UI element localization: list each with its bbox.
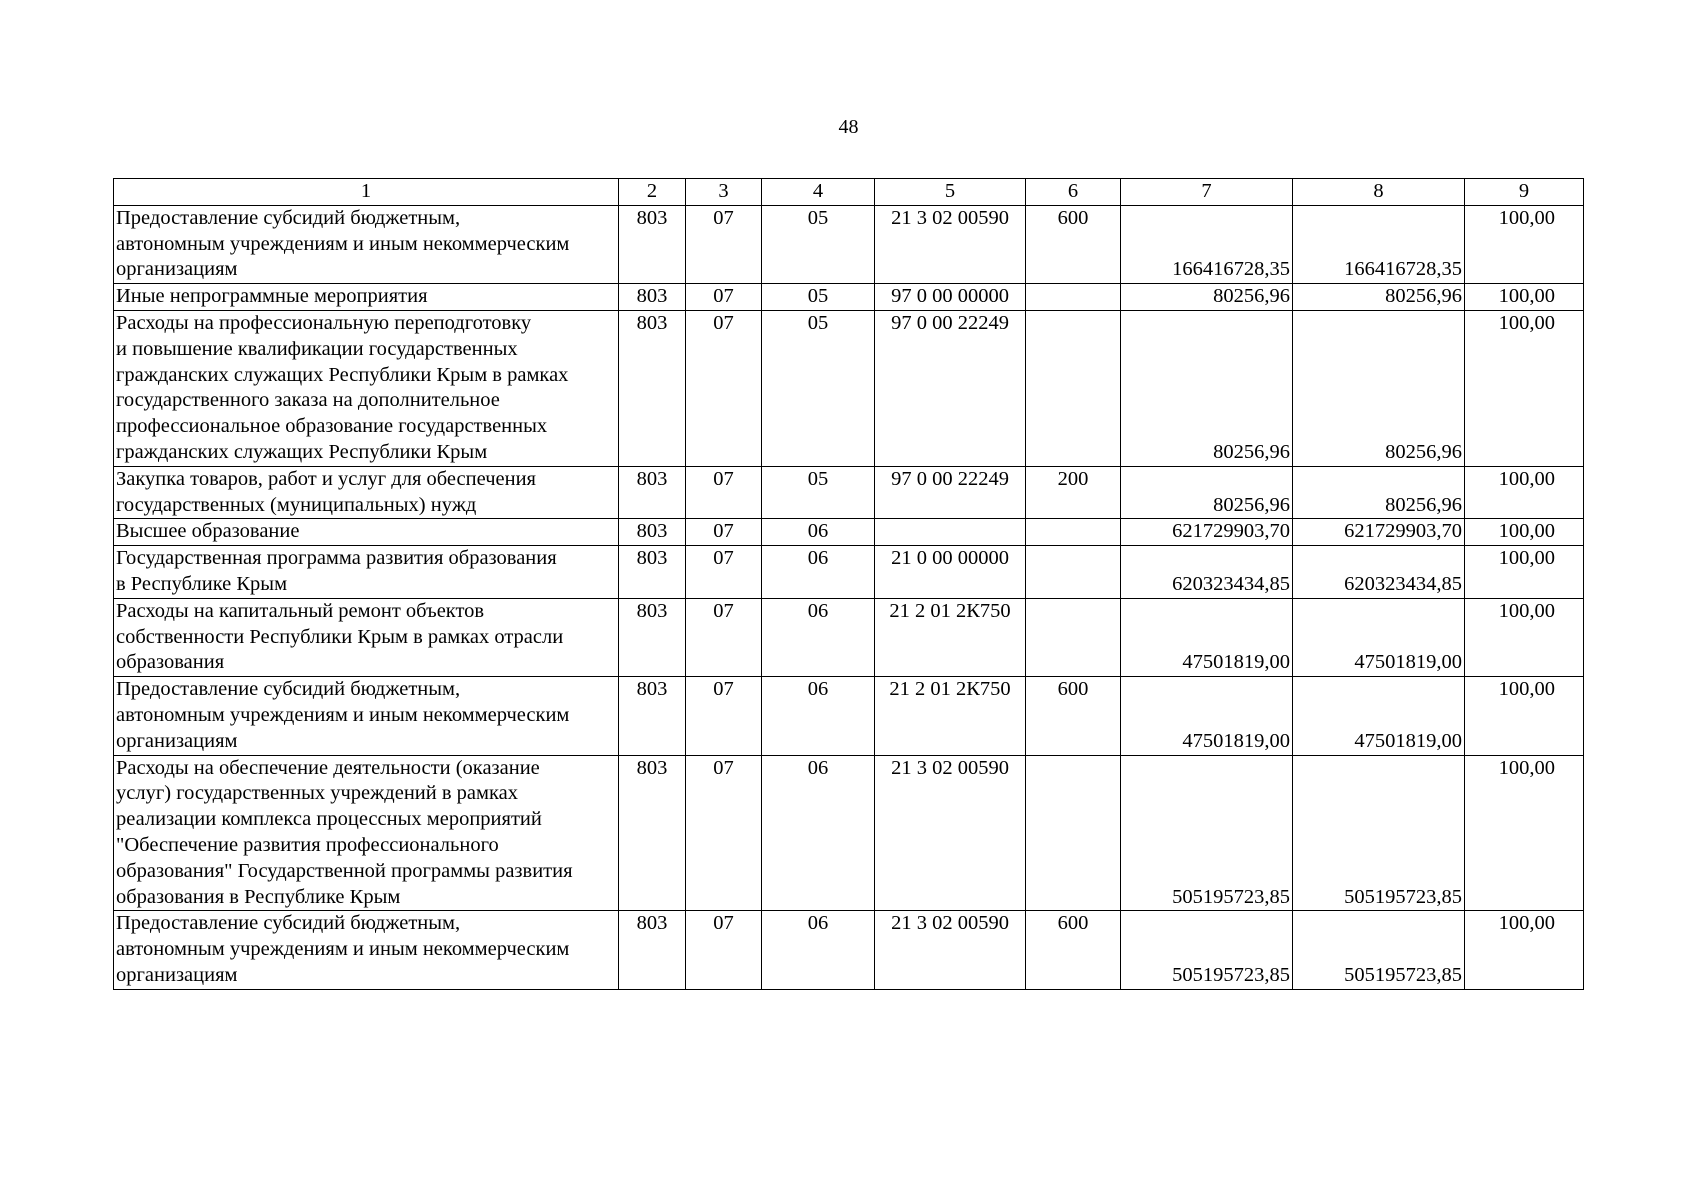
executed-amount-cell: 505195723,85 [1293, 911, 1465, 989]
planned-amount-cell: 47501819,00 [1121, 677, 1293, 755]
row-name-line: образования в Республике Крым [116, 885, 401, 908]
expense-type-cell [1026, 519, 1121, 546]
executed-amount-cell: 620323434,85 [1293, 546, 1465, 599]
row-name-line: Государственная программа развития образования [116, 547, 557, 570]
column-header-6: 6 [1026, 179, 1121, 206]
target-article-cell: 97 0 00 00000 [875, 284, 1026, 311]
row-name-line: собственности Республики Крым в рамках отрасли [116, 625, 564, 648]
target-article-cell: 97 0 00 22249 [875, 466, 1026, 519]
execution-percent-cell: 100,00 [1465, 546, 1584, 599]
target-article-cell: 21 3 02 00590 [875, 205, 1026, 283]
expense-type-cell [1026, 284, 1121, 311]
column-header-8: 8 [1293, 179, 1465, 206]
planned-amount-cell: 621729903,70 [1121, 519, 1293, 546]
section-code-cell: 07 [686, 284, 762, 311]
ministry-code-cell: 803 [619, 310, 686, 466]
section-code-cell: 07 [686, 911, 762, 989]
subsection-code-cell: 05 [762, 205, 875, 283]
table-row [114, 519, 1584, 546]
row-name-cell [114, 205, 619, 283]
expense-type-cell: 200 [1026, 466, 1121, 519]
execution-percent-cell: 100,00 [1465, 284, 1584, 311]
row-name-line: автономным учреждениям и иным некоммерческим [116, 703, 570, 726]
row-name-line: организациям [116, 963, 238, 986]
ministry-code-cell: 803 [619, 205, 686, 283]
row-name-line: организациям [116, 258, 238, 281]
row-name-line: Предоставление субсидий бюджетным, [116, 912, 461, 935]
row-name-line: гражданских служащих Республики Крым в рамках [116, 363, 569, 386]
subsection-code-cell: 06 [762, 598, 875, 676]
executed-amount-cell: 166416728,35 [1293, 205, 1465, 283]
row-name-cell [114, 755, 619, 911]
table-row [114, 598, 1584, 676]
execution-percent-cell: 100,00 [1465, 911, 1584, 989]
execution-percent-cell: 100,00 [1465, 519, 1584, 546]
execution-percent-cell: 100,00 [1465, 598, 1584, 676]
row-name-line: государственных (муниципальных) нужд [116, 493, 477, 516]
row-name-line: "Обеспечение развития профессионального [116, 833, 499, 856]
row-name-line: образования [116, 651, 225, 674]
planned-amount-cell: 80256,96 [1121, 466, 1293, 519]
ministry-code-cell: 803 [619, 284, 686, 311]
row-name-cell [114, 677, 619, 755]
table-row [114, 466, 1584, 519]
execution-percent-cell: 100,00 [1465, 755, 1584, 911]
execution-percent-cell: 100,00 [1465, 310, 1584, 466]
column-header-5: 5 [875, 179, 1026, 206]
execution-percent-cell: 100,00 [1465, 466, 1584, 519]
table-row [114, 755, 1584, 911]
column-header-1: 1 [114, 179, 619, 206]
table-body [114, 179, 1584, 990]
subsection-code-cell: 05 [762, 310, 875, 466]
row-name-line: Расходы на обеспечение деятельности (оказание [116, 756, 540, 779]
section-code-cell: 07 [686, 755, 762, 911]
planned-amount-cell: 80256,96 [1121, 310, 1293, 466]
executed-amount-cell: 80256,96 [1293, 466, 1465, 519]
target-article-cell [875, 519, 1026, 546]
table-row [114, 310, 1584, 466]
executed-amount-cell: 621729903,70 [1293, 519, 1465, 546]
planned-amount-cell: 505195723,85 [1121, 755, 1293, 911]
row-name-line: и повышение квалификации государственных [116, 337, 518, 360]
target-article-cell: 21 0 00 00000 [875, 546, 1026, 599]
row-name-cell [114, 911, 619, 989]
expense-type-cell: 600 [1026, 911, 1121, 989]
row-name-cell [114, 466, 619, 519]
row-name-line: Предоставление субсидий бюджетным, [116, 678, 461, 701]
row-name-cell [114, 310, 619, 466]
ministry-code-cell: 803 [619, 546, 686, 599]
row-name-cell [114, 284, 619, 311]
row-name-line: Расходы на профессиональную переподготовку [116, 311, 532, 334]
section-code-cell: 07 [686, 205, 762, 283]
expense-type-cell: 600 [1026, 677, 1121, 755]
expense-type-cell [1026, 310, 1121, 466]
target-article-cell: 21 3 02 00590 [875, 755, 1026, 911]
executed-amount-cell: 80256,96 [1293, 284, 1465, 311]
row-name-line: автономным учреждениям и иным некоммерческим [116, 232, 570, 255]
row-name-line: гражданских служащих Республики Крым [116, 440, 488, 463]
row-name-line: реализации комплекса процессных мероприятий [116, 808, 542, 831]
row-name-cell [114, 519, 619, 546]
executed-amount-cell: 47501819,00 [1293, 677, 1465, 755]
row-name-line: Иные непрограммные мероприятия [116, 285, 428, 308]
subsection-code-cell: 06 [762, 755, 875, 911]
table-header-row [114, 179, 1584, 206]
row-name-line: Предоставление субсидий бюджетным, [116, 206, 461, 229]
execution-percent-cell: 100,00 [1465, 205, 1584, 283]
section-code-cell: 07 [686, 466, 762, 519]
ministry-code-cell: 803 [619, 755, 686, 911]
expense-type-cell: 600 [1026, 205, 1121, 283]
ministry-code-cell: 803 [619, 911, 686, 989]
target-article-cell: 21 2 01 2К750 [875, 598, 1026, 676]
section-code-cell: 07 [686, 519, 762, 546]
subsection-code-cell: 06 [762, 911, 875, 989]
ministry-code-cell: 803 [619, 466, 686, 519]
row-name-cell [114, 546, 619, 599]
row-name-line: организациям [116, 729, 238, 752]
row-name-cell [114, 598, 619, 676]
column-header-7: 7 [1121, 179, 1293, 206]
row-name-line: государственного заказа на дополнительное [116, 389, 500, 412]
row-name-line: профессиональное образование государственных [116, 415, 548, 438]
subsection-code-cell: 06 [762, 546, 875, 599]
table-row [114, 284, 1584, 311]
budget-table [113, 178, 1584, 990]
section-code-cell: 07 [686, 598, 762, 676]
column-header-2: 2 [619, 179, 686, 206]
column-header-4: 4 [762, 179, 875, 206]
column-header-3: 3 [686, 179, 762, 206]
planned-amount-cell: 505195723,85 [1121, 911, 1293, 989]
section-code-cell: 07 [686, 546, 762, 599]
expense-type-cell [1026, 546, 1121, 599]
expense-type-cell [1026, 598, 1121, 676]
table-row [114, 911, 1584, 989]
expense-type-cell [1026, 755, 1121, 911]
row-name-line: услуг) государственных учреждений в рамках [116, 782, 518, 805]
section-code-cell: 07 [686, 310, 762, 466]
ministry-code-cell: 803 [619, 677, 686, 755]
subsection-code-cell: 05 [762, 466, 875, 519]
executed-amount-cell: 47501819,00 [1293, 598, 1465, 676]
subsection-code-cell: 06 [762, 519, 875, 546]
target-article-cell: 21 3 02 00590 [875, 911, 1026, 989]
page-number: 48 [838, 116, 859, 138]
target-article-cell: 97 0 00 22249 [875, 310, 1026, 466]
planned-amount-cell: 166416728,35 [1121, 205, 1293, 283]
column-header-9: 9 [1465, 179, 1584, 206]
row-name-line: образования" Государственной программы развития [116, 859, 573, 882]
target-article-cell: 21 2 01 2К750 [875, 677, 1026, 755]
executed-amount-cell: 505195723,85 [1293, 755, 1465, 911]
row-name-line: Высшее образование [116, 520, 300, 543]
row-name-line: в Республике Крым [116, 572, 288, 595]
row-name-line: Закупка товаров, работ и услуг для обеспечения [116, 467, 536, 490]
planned-amount-cell: 620323434,85 [1121, 546, 1293, 599]
subsection-code-cell: 06 [762, 677, 875, 755]
planned-amount-cell: 47501819,00 [1121, 598, 1293, 676]
row-name-line: Расходы на капитальный ремонт объектов [116, 599, 485, 622]
row-name-line: автономным учреждениям и иным некоммерческим [116, 938, 570, 961]
section-code-cell: 07 [686, 677, 762, 755]
planned-amount-cell: 80256,96 [1121, 284, 1293, 311]
execution-percent-cell: 100,00 [1465, 677, 1584, 755]
table-row [114, 677, 1584, 755]
ministry-code-cell: 803 [619, 598, 686, 676]
subsection-code-cell: 05 [762, 284, 875, 311]
table-row [114, 205, 1584, 283]
table-row [114, 546, 1584, 599]
executed-amount-cell: 80256,96 [1293, 310, 1465, 466]
ministry-code-cell: 803 [619, 519, 686, 546]
